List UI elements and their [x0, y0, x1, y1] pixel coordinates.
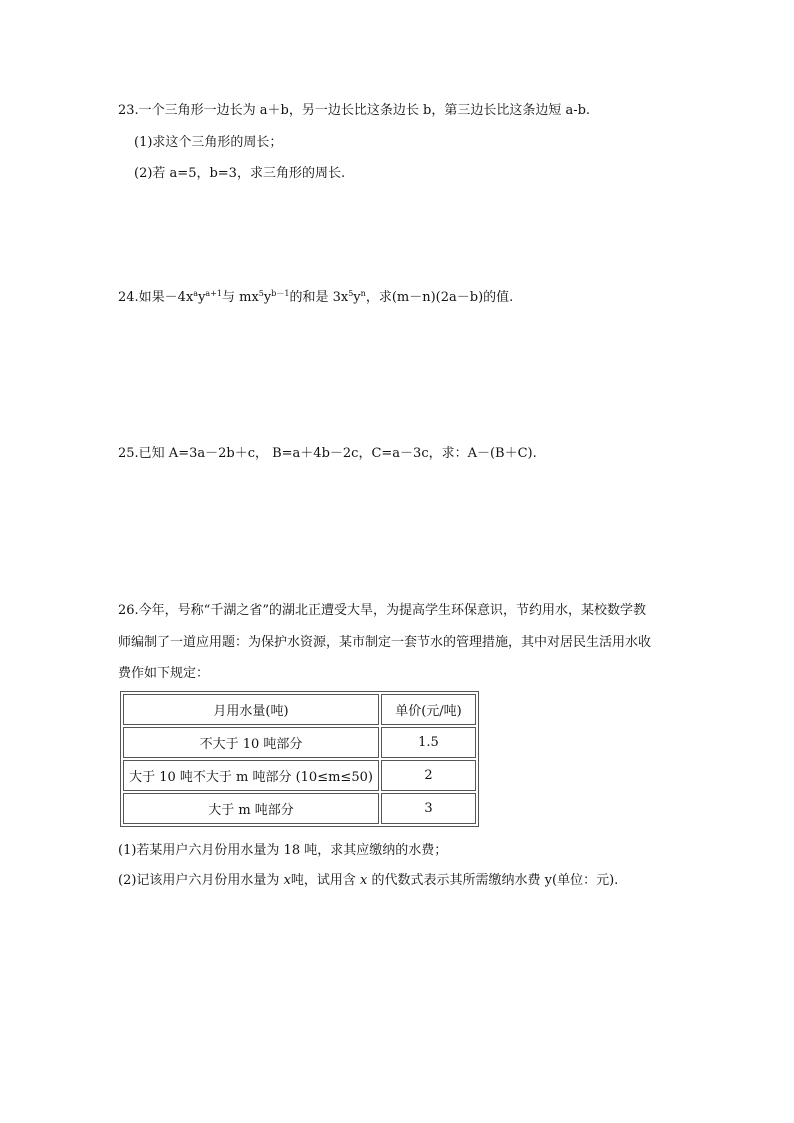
- q24-exp-1: a: [193, 289, 199, 298]
- question-25-stem: 25.已知 A=3a－2b＋c， B=a＋4b－2c，C=a－3c，求：A－(B＋C).: [118, 446, 537, 461]
- q26-var-x: x: [283, 873, 291, 888]
- water-price-table: [120, 691, 479, 827]
- table-cell: 2: [381, 760, 476, 791]
- table-row: [123, 760, 476, 791]
- q26-part2-text-c: 的代数式表示其所需缴纳水费 y(单位：元).: [367, 873, 619, 888]
- question-26-part-2: [118, 872, 618, 890]
- q24-var-1: y: [198, 290, 206, 305]
- question-23-part-2: (2)若 a=5，b=3，求三角形的周长.: [134, 166, 346, 181]
- table-header-cell: 月用水量(吨): [123, 694, 379, 725]
- table-header-row: [123, 694, 476, 725]
- question-23-stem: 23.一个三角形一边长为 a＋b，另一边长比这条边长 b，第三边长比这条边短 a-b.: [118, 103, 591, 118]
- q24-exp-4: b－1: [271, 289, 290, 298]
- table-row: [123, 793, 476, 824]
- q24-exp-5: 5: [348, 289, 354, 298]
- q24-text-2: 与 mx: [221, 290, 259, 305]
- q26-var-x: x: [360, 873, 368, 888]
- question-26-line-3: 费作如下规定：: [118, 666, 210, 681]
- q24-exp-3: 5: [258, 289, 264, 298]
- table-row: [123, 727, 476, 758]
- table-cell: 3: [381, 793, 476, 824]
- question-26-line-2: 师编制了一道应用题：为保护水资源，某市制定一套节水的管理措施，其中对居民生活用水收: [118, 635, 652, 650]
- table-cell: 1.5: [381, 727, 476, 758]
- question-24-stem: [118, 289, 513, 307]
- q24-exp-6: n: [360, 289, 366, 298]
- q24-text-4: 的和是 3x: [289, 290, 349, 305]
- q26-part2-text-b: 吨，试用含: [290, 873, 361, 888]
- q24-var-3: y: [263, 290, 272, 305]
- q24-prefix: 24.如果－4x: [118, 290, 194, 305]
- q24-suffix: ，求(m－n)(2a－b)的值.: [365, 290, 514, 305]
- question-26-line-1: 26.今年，号称“千湖之省”的湖北正遭受大旱，为提高学生环保意识，节约用水，某校数学教: [118, 603, 646, 618]
- q26-part2-text-a: (2)记该用户六月份用水量为: [118, 873, 284, 888]
- table-cell: 大于 10 吨不大于 m 吨部分 (10≤m≤50): [123, 760, 379, 791]
- q24-exp-2: a+1: [205, 289, 222, 298]
- table-header-cell: 单价(元/吨): [381, 694, 476, 725]
- q24-var-5: y: [353, 290, 361, 305]
- table-cell: 大于 m 吨部分: [123, 793, 379, 824]
- question-26-part-1: (1)若某用户六月份用水量为 18 吨，求其应缴纳的水费；: [118, 843, 448, 858]
- question-23-part-1: (1)求这个三角形的周长；: [134, 135, 283, 150]
- table-cell: 不大于 10 吨部分: [123, 727, 379, 758]
